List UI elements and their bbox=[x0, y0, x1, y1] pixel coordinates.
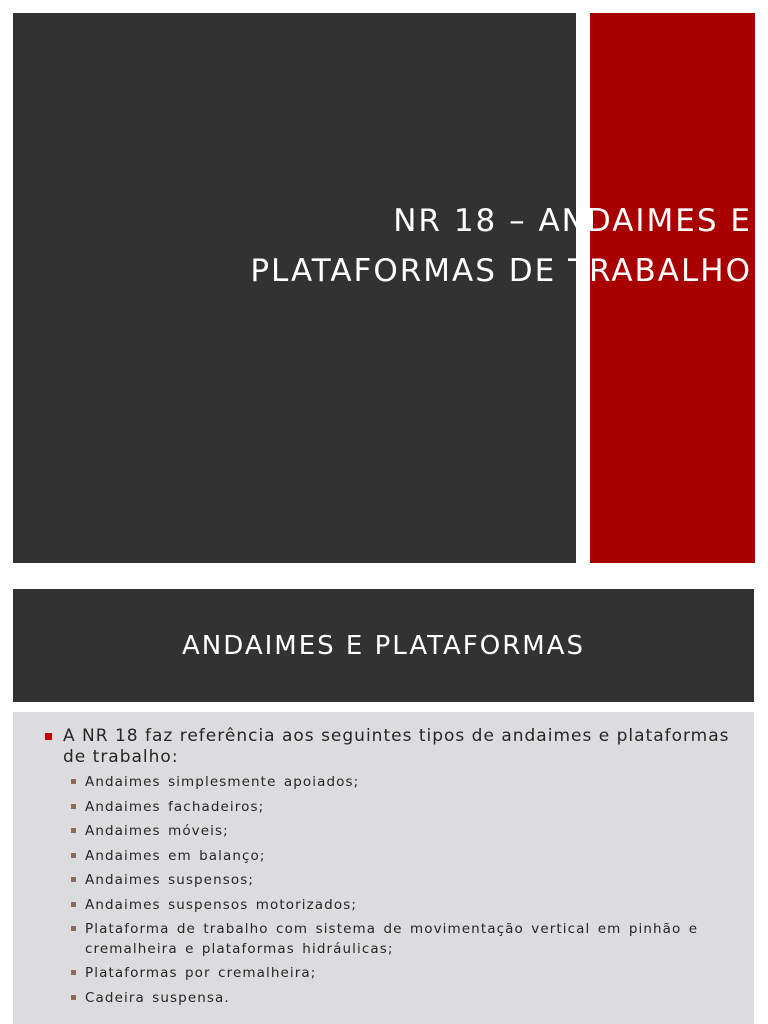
list-item-text: Andaimes móveis; bbox=[85, 823, 229, 839]
list-item bbox=[71, 989, 745, 1009]
list-item bbox=[71, 773, 745, 793]
square-bullet-icon bbox=[71, 853, 76, 858]
section-header bbox=[13, 589, 754, 702]
section-body bbox=[13, 712, 754, 1024]
list-item-text: Andaimes fachadeiros; bbox=[85, 798, 265, 815]
list-item bbox=[71, 920, 745, 959]
sub-bullet-list bbox=[63, 773, 745, 1008]
list-item-text: Andaimes em balanço; bbox=[85, 847, 266, 864]
title-line-2: PLATAFORMAS DE TRABALHO bbox=[250, 253, 752, 289]
square-bullet-icon bbox=[71, 970, 76, 975]
title-slide-heading bbox=[212, 196, 752, 296]
square-bullet-icon bbox=[71, 926, 76, 931]
list-item bbox=[71, 798, 745, 818]
square-bullet-icon bbox=[45, 733, 52, 740]
list-item-text: Cadeira suspensa. bbox=[85, 989, 230, 1006]
square-bullet-icon bbox=[71, 804, 76, 809]
list-item bbox=[71, 822, 745, 842]
list-item-intro bbox=[45, 726, 745, 1008]
list-item-text: Andaimes simplesmente apoiados; bbox=[85, 774, 360, 790]
square-bullet-icon bbox=[71, 877, 76, 882]
square-bullet-icon bbox=[71, 902, 76, 907]
section-title: ANDAIMES E PLATAFORMAS bbox=[182, 630, 585, 661]
square-bullet-icon bbox=[71, 779, 76, 784]
list-item bbox=[71, 896, 745, 916]
title-line-1: NR 18 – ANDAIMES E bbox=[393, 203, 752, 239]
list-item-text: Plataforma de trabalho com sistema de movimentação vertical em pinhão e cremalheira e plataformas hidráulicas; bbox=[85, 921, 699, 957]
list-item-text: Andaimes suspensos motorizados; bbox=[85, 896, 357, 913]
square-bullet-icon bbox=[71, 828, 76, 833]
list-item bbox=[71, 964, 745, 984]
intro-text: A NR 18 faz referência aos seguintes tipos de andaimes e plataformas de trabalho: bbox=[63, 726, 730, 767]
list-item-text: Plataformas por cremalheira; bbox=[85, 965, 317, 981]
list-item-text: Andaimes suspensos; bbox=[85, 872, 254, 888]
square-bullet-icon bbox=[71, 995, 76, 1000]
bullet-list bbox=[45, 726, 745, 1013]
list-item bbox=[71, 847, 745, 867]
list-item bbox=[71, 871, 745, 891]
